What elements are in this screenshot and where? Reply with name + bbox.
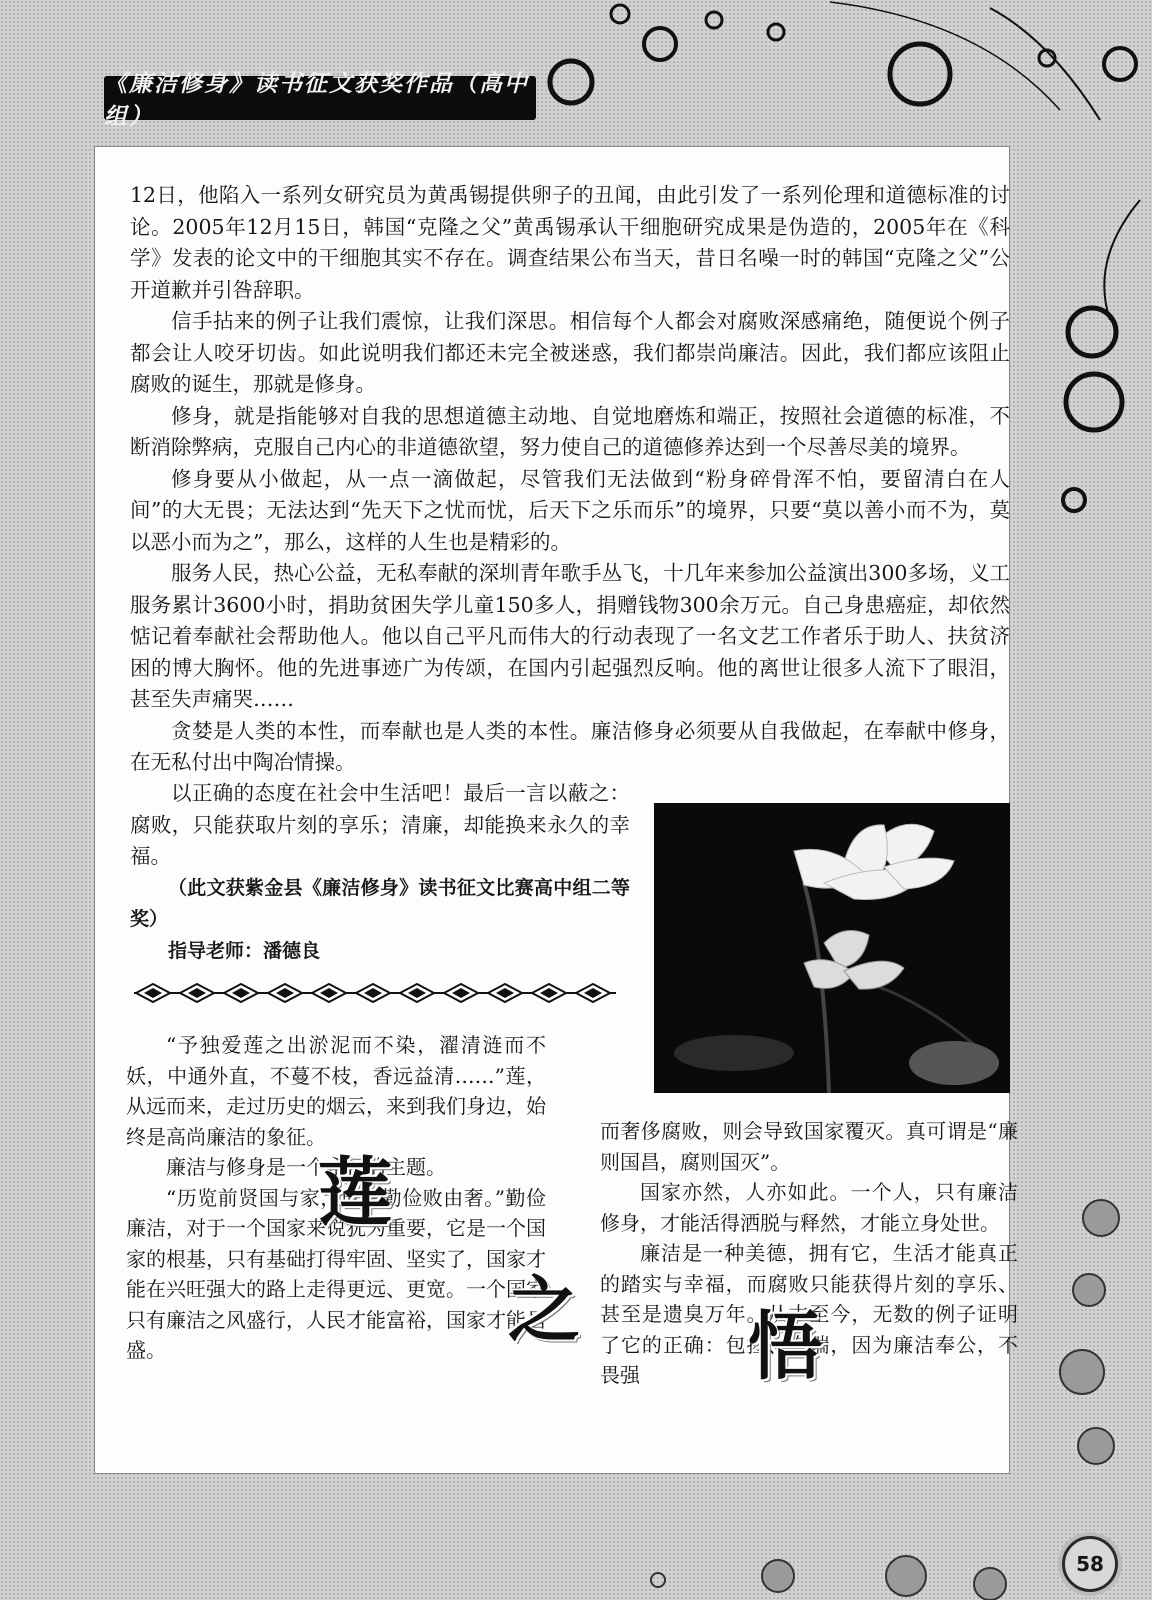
poem-paragraph: 国家亦然，人亦如此。一个人，只有廉洁修身，才能活得洒脱与释然，才能立身处世。 bbox=[600, 1180, 1018, 1235]
poem-title-char-wu: 悟 bbox=[748, 1304, 822, 1390]
poem-paragraph: “予独爱莲之出淤泥而不染，濯清涟而不妖，中通外直，不蔓不枝，香远益清……”莲，从远而来，走过历史的烟云，来到我们身边，始终是高尚廉洁的象征。 bbox=[126, 1033, 546, 1149]
poem-paragraph: “历览前贤国与家，成由勤俭败由奢。”勤俭廉洁，对于一个国家来说犹为重要，它是一个国家的根基，只有基础打得牢固、坚实了，国家才能在兴旺强大的路上走得更远、更宽。一个国家只有廉洁之风盛行，人民才能富裕，国家才能昌盛。 bbox=[126, 1185, 546, 1362]
essay-paragraph: 信手拈来的例子让我们震惊，让我们深思。相信每个人都会对腐败深感痛绝，随便说个例子都会让人咬牙切齿。如此说明我们都还未完全被迷惑，我们都崇尚廉洁。因此，我们都应该阻止腐败的诞生，那就是修身。 bbox=[130, 309, 1010, 396]
header-title: 《廉洁修身》读书征文获奖作品（高中组） bbox=[104, 71, 529, 130]
page-number bbox=[1062, 1536, 1118, 1592]
essay-body bbox=[130, 180, 1010, 779]
essay-paragraph: 服务人民，热心公益，无私奉献的深圳青年歌手丛飞，十几年来参加公益演出300多场，义工服务累计3600小时，捐助贫困失学儿童150多人，捐赠钱物300余万元。自己身患癌症，却依然惦记着奉献社会帮助他人。他以自己平凡而伟大的行动表现了一名文艺工作者乐于助人、扶贫济困的博大胸怀。他的先进事迹广为传颂，在国内引起强烈反响。他的离世让很多人流下了眼泪，甚至失声痛哭…… bbox=[130, 561, 1010, 711]
teacher-credit: 指导老师：潘德良 bbox=[168, 939, 321, 962]
essay-paragraph: 修身，就是指能够对自我的思想道德主动地、自觉地磨炼和端正，按照社会道德的标准，不断消除弊病，克服自己内心的非道德欲望，努力使自己的道德修养达到一个尽善尽美的境界。 bbox=[130, 403, 1010, 459]
essay-paragraph: 12日，他陷入一系列女研究员为黄禹锡提供卵子的丑闻，由此引发了一系列伦理和道德标准的讨论。2005年12月15日，韩国“克隆之父”黄禹锡承认干细胞研究成果是伪造的，2005年在《科学》发表的论文中的干细胞其实不存在。调查结果公布当天，昔日名噪一时的韩国“克隆之父”公开道歉并引咎辞职。 bbox=[130, 183, 1010, 302]
poem-title-char-lian: 莲 bbox=[318, 1150, 392, 1236]
diamond-divider bbox=[130, 980, 620, 1006]
award-note: （此文获紫金县《廉洁修身》读书征文比赛高中组二等奖） bbox=[130, 876, 630, 930]
essay-paragraph: 贪婪是人类的本性，而奉献也是人类的本性。廉洁修身必须要从自我做起，在奉献中修身，在无私付出中陶冶情操。 bbox=[130, 718, 1010, 774]
essay-paragraph: 修身要从小做起，从一点一滴做起，尽管我们无法做到“粉身碎骨浑不怕，要留清白在人间”的大无畏；无法达到“先天下之忧而忧，后天下之乐而乐”的境界，只要“莫以善小而不为，莫以恶小而为之”，那么，这样的人生也是精彩的。 bbox=[130, 466, 1010, 554]
essay-conclusion: 以正确的态度在社会中生活吧！最后一言以蔽之：腐败，只能获取片刻的享乐；清廉，却能换来永久的幸福。 bbox=[130, 781, 630, 868]
poem-paragraph: 廉洁与修身是一个永恒的主题。 bbox=[166, 1155, 446, 1179]
page-number-label: 58 bbox=[1076, 1552, 1104, 1576]
header-banner bbox=[104, 71, 536, 130]
lotus-photo bbox=[654, 803, 1010, 1093]
poem-title-char-zhi: 之 bbox=[508, 1268, 581, 1352]
essay-conclusion-block bbox=[130, 778, 630, 967]
poem-paragraph: 而奢侈腐败，则会导致国家覆灭。真可谓是“廉则国昌，腐则国灭”。 bbox=[600, 1119, 1018, 1174]
poem-paragraph: 廉洁是一种美德，拥有它，生活才能真正的踏实与幸福，而腐败只能获得片刻的享乐、甚至是遗臭万年。从古至今，无数的例子证明了它的正确：包拯、海瑞，因为廉洁奉公，不畏强 bbox=[600, 1241, 1018, 1387]
